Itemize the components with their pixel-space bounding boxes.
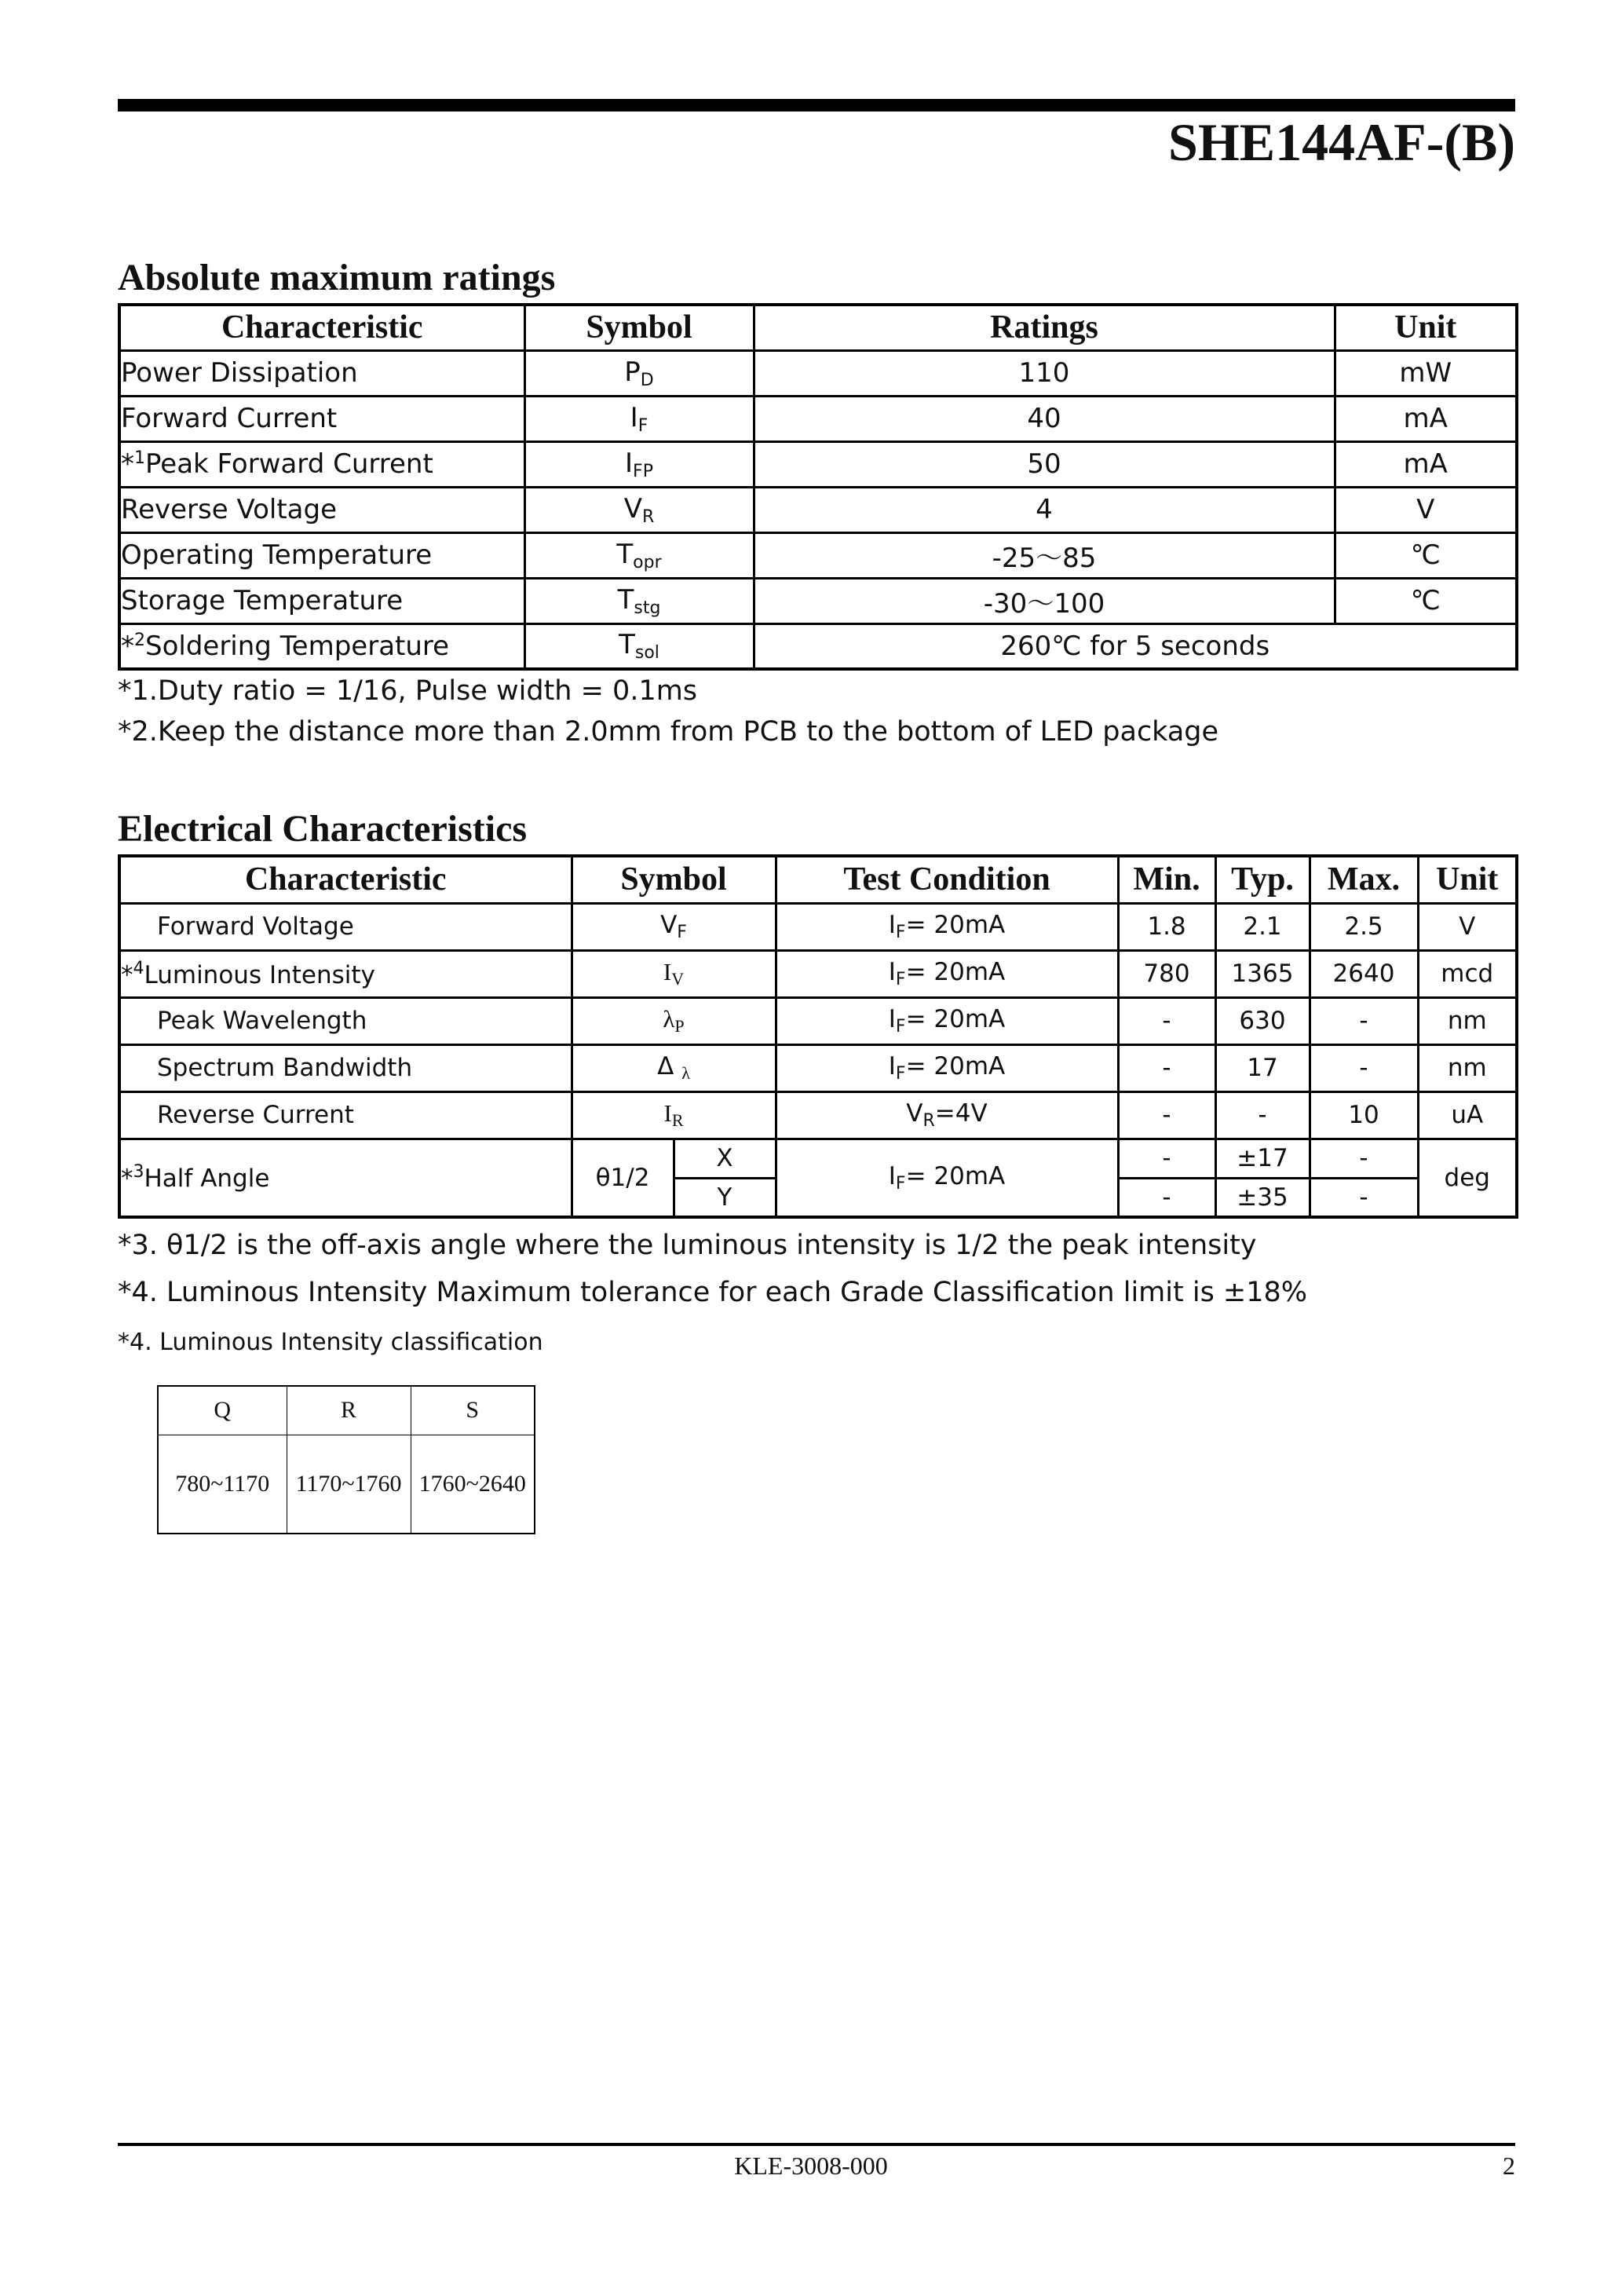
characteristic-cell — [119, 578, 524, 623]
characteristic-cell — [119, 441, 524, 487]
bottom-rule — [118, 2143, 1515, 2146]
min-cell: - — [1118, 1178, 1215, 1217]
table-row — [158, 1435, 535, 1534]
symbol-cell — [524, 487, 754, 532]
characteristic-cell — [119, 532, 524, 578]
column-header: Characteristic — [119, 305, 524, 350]
symbol-subscript: D — [640, 370, 654, 390]
table-header-row — [119, 305, 1517, 350]
unit-cell: nm — [1418, 1044, 1517, 1091]
min-cell: - — [1118, 997, 1215, 1044]
footnote: *1.Duty ratio = 1/16, Pulse width = 0.1ms — [118, 675, 698, 707]
note-marker: * — [121, 630, 134, 662]
symbol-text: Δ — [657, 1052, 674, 1080]
column-header: Symbol — [572, 856, 776, 903]
electrical-characteristics-title: Electrical Characteristics — [118, 808, 528, 850]
grade-range: 1170~1760 — [287, 1435, 411, 1534]
note-marker: * — [121, 448, 134, 480]
symbol-text: I — [630, 401, 638, 433]
min-cell: 780 — [1118, 950, 1215, 997]
symbol-subscript: V — [671, 969, 685, 989]
symbol-cell — [572, 1044, 776, 1091]
symbol-cell — [524, 532, 754, 578]
characteristic-name: Spectrum Bandwidth — [157, 1054, 413, 1082]
characteristic-cell — [119, 1139, 572, 1217]
table-header-row — [119, 856, 1517, 903]
characteristic-cell — [119, 997, 572, 1044]
test-condition-cell — [776, 1139, 1118, 1217]
absolute-max-ratings-title: Absolute maximum ratings — [118, 257, 556, 298]
max-cell: - — [1310, 1139, 1418, 1178]
unit-cell: deg — [1418, 1139, 1517, 1217]
symbol-cell — [524, 578, 754, 623]
symbol-subscript: P — [674, 1016, 685, 1036]
table-row — [119, 532, 1517, 578]
table-row — [119, 623, 1517, 669]
symbol-cell — [572, 950, 776, 997]
condition-value: = 20mA — [905, 958, 1006, 986]
table-row — [119, 578, 1517, 623]
unit-cell: ℃ — [1335, 578, 1517, 623]
table-row — [119, 903, 1517, 950]
grade-header: Q — [158, 1386, 287, 1435]
max-cell: 10 — [1310, 1091, 1418, 1139]
characteristic-cell — [119, 1044, 572, 1091]
footnote: *3. θ1/2 is the off-axis angle where the luminous intensity is 1/2 the peak intensity — [118, 1230, 1257, 1261]
condition-subscript: F — [895, 923, 906, 942]
unit-cell: mA — [1335, 441, 1517, 487]
min-cell: - — [1118, 1044, 1215, 1091]
test-condition-cell — [776, 1091, 1118, 1139]
symbol-text: T — [617, 583, 634, 616]
characteristic-name: Forward Voltage — [157, 912, 354, 941]
document-code: KLE-3008-000 — [734, 2152, 888, 2180]
symbol-text: P — [624, 356, 641, 388]
characteristic-name: Reverse Voltage — [121, 494, 338, 525]
column-header: Unit — [1335, 305, 1517, 350]
rating-cell: -25～85 — [754, 532, 1335, 578]
note-number: 2 — [134, 630, 145, 650]
axis-x-cell: X — [674, 1139, 776, 1178]
symbol-subscript: F — [637, 415, 648, 436]
grade-header: S — [411, 1386, 535, 1435]
rating-cell: 110 — [754, 350, 1335, 396]
min-cell: 1.8 — [1118, 903, 1215, 950]
table-row — [119, 1139, 1517, 1178]
typ-cell: 17 — [1215, 1044, 1310, 1091]
symbol-subscript: F — [677, 923, 687, 942]
test-condition-cell — [776, 997, 1118, 1044]
typ-cell: 1365 — [1215, 950, 1310, 997]
table-row — [119, 396, 1517, 441]
typ-cell: ±17 — [1215, 1139, 1310, 1178]
table-row — [119, 487, 1517, 532]
typ-cell: 630 — [1215, 997, 1310, 1044]
characteristic-name: Storage Temperature — [121, 585, 404, 616]
symbol-text: λ — [663, 1005, 675, 1033]
footnote: *4. Luminous Intensity classification — [118, 1329, 543, 1356]
condition-symbol: I — [888, 1052, 896, 1080]
condition-subscript: F — [895, 1064, 906, 1084]
symbol-text: T — [619, 629, 635, 661]
symbol-cell — [524, 396, 754, 441]
table-row — [119, 997, 1517, 1044]
condition-value: = 20mA — [905, 1161, 1006, 1190]
characteristic-cell — [119, 903, 572, 950]
unit-cell: V — [1418, 903, 1517, 950]
condition-value: =4V — [934, 1099, 988, 1128]
condition-symbol: I — [888, 1161, 896, 1190]
characteristic-name: Luminous Intensity — [144, 960, 375, 989]
column-header: Test Condition — [776, 856, 1118, 903]
symbol-cell — [572, 997, 776, 1044]
absolute-max-ratings-table — [118, 303, 1518, 671]
characteristic-cell — [119, 487, 524, 532]
condition-value: = 20mA — [905, 911, 1006, 939]
note-number: 3 — [133, 1162, 144, 1183]
symbol-cell — [524, 623, 754, 669]
max-cell: - — [1310, 997, 1418, 1044]
symbol-text: I — [625, 447, 634, 479]
test-condition-cell — [776, 1044, 1118, 1091]
condition-symbol: I — [888, 958, 896, 986]
note-marker: * — [121, 1164, 133, 1194]
page-number: 2 — [1503, 2152, 1515, 2180]
characteristic-name: Operating Temperature — [121, 539, 433, 571]
condition-value: = 20mA — [905, 1005, 1006, 1033]
min-cell: - — [1118, 1139, 1215, 1178]
rating-cell: -30～100 — [754, 578, 1335, 623]
condition-symbol: I — [888, 1005, 896, 1033]
symbol-subscript: λ — [681, 1063, 690, 1083]
table-row — [119, 950, 1517, 997]
top-rule — [118, 99, 1515, 112]
characteristic-cell — [119, 396, 524, 441]
symbol-subscript: sol — [634, 643, 659, 664]
rating-cell: 260℃ for 5 seconds — [754, 623, 1517, 669]
symbol-cell — [524, 350, 754, 396]
characteristic-name: Forward Current — [121, 403, 338, 434]
characteristic-cell — [119, 623, 524, 669]
characteristic-name: Peak Forward Current — [145, 448, 433, 480]
unit-cell: V — [1335, 487, 1517, 532]
test-condition-cell — [776, 903, 1118, 950]
table-row — [119, 350, 1517, 396]
column-header: Ratings — [754, 305, 1335, 350]
max-cell: - — [1310, 1178, 1418, 1217]
symbol-cell: θ1/2 — [572, 1139, 674, 1217]
column-header: Symbol — [524, 305, 754, 350]
column-header: Typ. — [1215, 856, 1310, 903]
unit-cell: uA — [1418, 1091, 1517, 1139]
symbol-text: I — [663, 1099, 672, 1127]
symbol-text: V — [623, 492, 642, 525]
max-cell: 2.5 — [1310, 903, 1418, 950]
condition-subscript: F — [895, 970, 906, 989]
min-cell: - — [1118, 1091, 1215, 1139]
condition-symbol: V — [906, 1099, 923, 1128]
table-row — [119, 1091, 1517, 1139]
condition-symbol: I — [888, 911, 896, 939]
note-marker: * — [121, 960, 133, 989]
footnote: *2.Keep the distance more than 2.0mm from PCB to the bottom of LED package — [118, 716, 1219, 748]
typ-cell: - — [1215, 1091, 1310, 1139]
axis-y-cell: Y — [674, 1178, 776, 1217]
table-header-row — [158, 1386, 535, 1435]
symbol-subscript: opr — [633, 552, 662, 572]
rating-cell: 50 — [754, 441, 1335, 487]
characteristic-name: Power Dissipation — [121, 357, 358, 389]
unit-cell: nm — [1418, 997, 1517, 1044]
table-row — [119, 441, 1517, 487]
symbol-text: V — [660, 911, 678, 939]
symbol-subscript: stg — [634, 598, 661, 618]
characteristic-name: Peak Wavelength — [157, 1007, 367, 1035]
unit-cell: mcd — [1418, 950, 1517, 997]
symbol-text: T — [616, 538, 634, 570]
table-row — [119, 1044, 1517, 1091]
condition-subscript: F — [895, 1017, 906, 1036]
symbol-cell — [524, 441, 754, 487]
note-number: 4 — [133, 958, 144, 978]
typ-cell: ±35 — [1215, 1178, 1310, 1217]
unit-cell: mW — [1335, 350, 1517, 396]
characteristic-cell — [119, 1091, 572, 1139]
grade-header: R — [287, 1386, 411, 1435]
symbol-cell — [572, 1091, 776, 1139]
symbol-text: I — [663, 958, 672, 985]
rating-cell: 40 — [754, 396, 1335, 441]
column-header: Min. — [1118, 856, 1215, 903]
symbol-cell — [572, 903, 776, 950]
max-cell: - — [1310, 1044, 1418, 1091]
symbol-subscript: R — [641, 506, 655, 527]
footnote: *4. Luminous Intensity Maximum tolerance for each Grade Classification limit is ±18% — [118, 1277, 1308, 1308]
characteristic-name: Half Angle — [144, 1164, 270, 1194]
grade-range: 780~1170 — [158, 1435, 287, 1534]
symbol-subscript: FP — [633, 461, 653, 481]
electrical-characteristics-table — [118, 854, 1518, 1219]
typ-cell: 2.1 — [1215, 903, 1310, 950]
column-header: Characteristic — [119, 856, 572, 903]
grade-range: 1760~2640 — [411, 1435, 535, 1534]
characteristic-cell — [119, 950, 572, 997]
max-cell: 2640 — [1310, 950, 1418, 997]
characteristic-name: Soldering Temperature — [145, 630, 450, 662]
symbol-subscript: R — [671, 1110, 684, 1130]
note-number: 1 — [134, 448, 145, 468]
luminous-intensity-classification-table — [157, 1385, 535, 1534]
characteristic-cell — [119, 350, 524, 396]
condition-subscript: R — [922, 1111, 935, 1131]
condition-subscript: F — [895, 1173, 906, 1194]
column-header: Unit — [1418, 856, 1517, 903]
unit-cell: ℃ — [1335, 532, 1517, 578]
rating-cell: 4 — [754, 487, 1335, 532]
column-header: Max. — [1310, 856, 1418, 903]
characteristic-name: Reverse Current — [157, 1101, 354, 1129]
condition-value: = 20mA — [905, 1052, 1006, 1080]
test-condition-cell — [776, 950, 1118, 997]
document-title: SHE144AF-(B) — [1168, 112, 1515, 172]
unit-cell: mA — [1335, 396, 1517, 441]
